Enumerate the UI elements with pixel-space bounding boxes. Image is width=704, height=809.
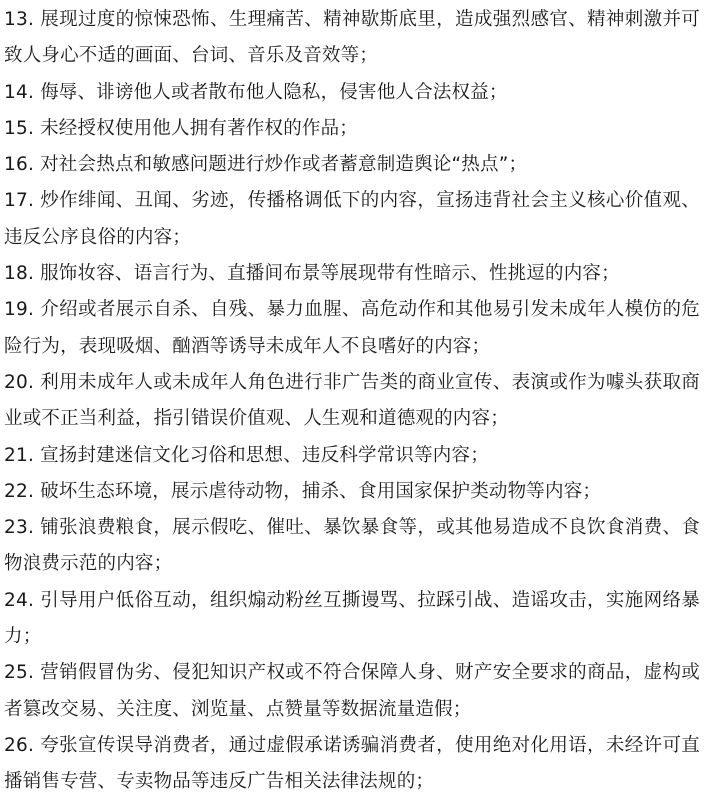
rule-item-23: 23. 铺张浪费粮食，展示假吃、催吐、暴饮暴食等，或其他易造成不良饮食消费、食物浪费示范的内容； xyxy=(4,517,700,575)
rule-item-19: 19. 介绍或者展示自杀、自残、暴力血腥、高危动作和其他易引发未成年人模仿的危险行为，表现吸烟、酗酒等诱导未成年人不良嗜好的内容； xyxy=(4,299,700,357)
rule-item-15: 15. 未经授权使用他人拥有著作权的作品； xyxy=(4,117,359,139)
rule-item-24: 24. 引导用户低俗互动，组织煽动粉丝互撕谩骂、拉踩引战、造谣攻击，实施网络暴力； xyxy=(4,589,700,648)
rule-item-26: 26. 夸张宣传误导消费者，通过虚假承诺诱骗消费者，使用绝对化用语，未经许可直播销售专营、专卖物品等违反广告相关法律法规的； xyxy=(4,734,700,793)
rule-item-13: 13. 展现过度的惊悚恐怖、生理痛苦、精神歇斯底里，造成强烈感官、精神刺激并可致人身心不适的画面、台词、音乐及音效等； xyxy=(4,9,700,67)
rule-item-20: 20. 利用未成年人或未成年人角色进行非广告类的商业宣传、表演或作为噱头获取商业或不正当利益，指引错误价值观、人生观和道德观的内容； xyxy=(4,371,700,430)
rule-item-22: 22. 破坏生态环境，展示虐待动物，捕杀、食用国家保护类动物等内容； xyxy=(4,480,602,502)
rule-item-14: 14. 侮辱、诽谤他人或者散布他人隐私，侵害他人合法权益； xyxy=(4,81,508,103)
rule-item-21: 21. 宣扬封建迷信文化习俗和思想、违反科学常识等内容； xyxy=(4,444,489,466)
rule-item-17: 17. 炒作绯闻、丑闻、劣迹，传播格调低下的内容，宣扬违背社会主义核心价值观、违反公序良俗的内容； xyxy=(4,190,700,248)
rule-item-25: 25. 营销假冒伪劣、侵犯知识产权或不符合保障人身、财产安全要求的商品，虚构或者篡改交易、关注度、浏览量、点赞量等数据流量造假； xyxy=(4,662,700,720)
rule-item-16: 16. 对社会热点和敏感问题进行炒作或者蓄意制造舆论“热点”； xyxy=(4,154,528,176)
rule-item-18: 18. 服饰妆容、语言行为、直播间布景等展现带有性暗示、性挑逗的内容； xyxy=(4,263,620,285)
